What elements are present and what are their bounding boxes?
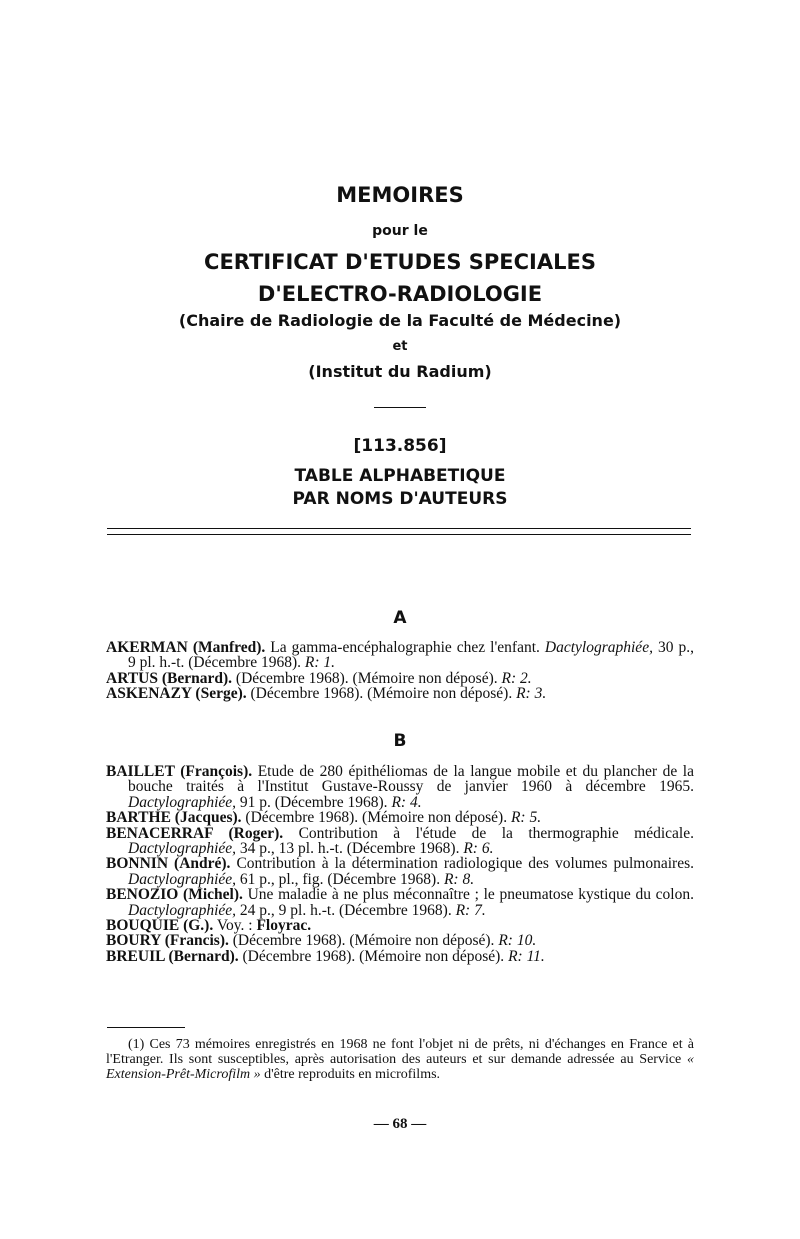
entry-author: BONNIN (André). xyxy=(106,855,231,873)
entry-text: La gamma-encéphalographie chez l'enfant. xyxy=(265,639,545,656)
page-title: MEMOIRES xyxy=(336,183,464,207)
entry-text: Etude de 280 épithéliomas de la langue mobile et du plancher de la bouche traités à l'Institut Gustave-Roussy de janvier 1960 à décembre 1965. xyxy=(128,763,694,796)
section-letter-a: A xyxy=(393,608,407,628)
table-title-line2: PAR NOMS D'AUTEURS xyxy=(292,489,508,509)
entry-see-also: Floyrac. xyxy=(256,917,312,935)
entry-author: BOURY (Francis). xyxy=(106,932,229,950)
table-title-line1: TABLE ALPHABETIQUE xyxy=(294,466,506,486)
section-b-entries xyxy=(106,764,694,964)
entry-rest: 61 p., pl., fig. (Décembre 1968). xyxy=(236,870,444,888)
entry-author: BARTHE (Jacques). xyxy=(106,809,242,827)
footnote xyxy=(106,1038,694,1082)
entry-register: R: 8. xyxy=(443,870,475,888)
footnote-end: d'être reproduits en microfilms. xyxy=(260,1066,441,1082)
entry-register: R: 5. xyxy=(510,809,542,827)
entry-author: BOUQUIE (G.). xyxy=(106,917,214,935)
subtitle-institut: (Institut du Radium) xyxy=(308,362,492,381)
entry-register: R: 3. xyxy=(516,685,547,703)
entry-register: R: 7. xyxy=(455,901,486,919)
list-item xyxy=(106,671,694,686)
section-a-entries xyxy=(106,640,694,702)
entry-author: ASKENAZY (Serge). xyxy=(106,685,247,703)
entry-register: R: 11. xyxy=(508,947,545,965)
entry-text: (Décembre 1968). (Mémoire non déposé). xyxy=(232,669,502,687)
entry-italic: Dactylographiée, xyxy=(128,840,237,858)
entry-text: Voy. : xyxy=(213,917,257,935)
entry-register: R: 2. xyxy=(501,669,532,687)
entry-rest: 24 p., 9 pl. h.-t. (Décembre 1968). xyxy=(236,901,456,919)
entry-author: BENOZIO (Michel). xyxy=(106,886,243,904)
entry-register: R: 1. xyxy=(304,654,336,672)
subtitle-pour: pour le xyxy=(372,223,428,239)
subtitle-certificat: CERTIFICAT D'ETUDES SPECIALES xyxy=(204,250,596,274)
footnote-divider xyxy=(107,1027,185,1028)
list-item xyxy=(106,826,694,857)
subtitle-et: et xyxy=(392,339,408,354)
entry-text: Une maladie à ne plus méconnaître ; le pneumatose kystique du colon. xyxy=(242,886,694,904)
page-number: — 68 — xyxy=(373,1116,427,1132)
entry-rest: 30 p., 9 pl. h.-t. (Décembre 1968). xyxy=(128,639,694,672)
entry-italic: Dactylographiée, xyxy=(128,793,237,811)
entry-author: BENACERRAF (Roger). xyxy=(106,824,284,842)
footnote-text: (1) Ces 73 mémoires enregistrés en 1968 ne font l'objet ni de prêts, ni d'échanges en France et à l'Etranger. Ils sont susceptibles, après autorisation des auteurs et sur demande adressée au Service xyxy=(106,1037,694,1067)
entry-text: (Décembre 1968). (Mémoire non déposé). xyxy=(228,932,499,950)
list-item xyxy=(106,949,694,964)
entry-author: ARTUS (Bernard). xyxy=(106,669,233,687)
entry-italic: Dactylographiée, xyxy=(128,901,237,919)
list-item xyxy=(106,810,694,825)
list-item xyxy=(106,686,694,701)
list-item xyxy=(106,918,694,933)
double-rule-top xyxy=(107,528,691,529)
subtitle-electro: D'ELECTRO-RADIOLOGIE xyxy=(257,282,543,306)
double-rule-bottom xyxy=(107,534,691,535)
entry-author: AKERMAN (Manfred). xyxy=(106,639,266,656)
entry-text: Contribution à la détermination radiologique des volumes pulmonaires. xyxy=(230,855,694,873)
entry-register: R: 10. xyxy=(498,932,537,950)
entry-text: (Décembre 1968). (Mémoire non déposé). xyxy=(238,947,509,965)
entry-text: (Décembre 1968). (Mémoire non déposé). xyxy=(241,809,511,827)
entry-text: Contribution à l'étude de la thermographie médicale. xyxy=(283,824,694,842)
list-item xyxy=(106,640,694,671)
list-item xyxy=(106,933,694,948)
list-item xyxy=(106,764,694,810)
section-letter-b: B xyxy=(393,731,407,751)
entry-author: BAILLET (François). xyxy=(106,763,253,780)
entry-italic: Dactylographiée, xyxy=(128,870,237,888)
entry-italic: Dactylographiée, xyxy=(544,639,653,656)
entry-rest: 91 p. (Décembre 1968). xyxy=(236,793,392,811)
entry-register: R: 6. xyxy=(463,840,494,858)
entry-author: BREUIL (Bernard). xyxy=(106,947,239,965)
short-divider xyxy=(374,407,426,408)
footnote-service: « Extension-Prêt-Microfilm » xyxy=(106,1051,694,1082)
list-item xyxy=(106,887,694,918)
subtitle-chaire: (Chaire de Radiologie de la Faculté de Médecine) xyxy=(178,311,622,330)
list-item xyxy=(106,856,694,887)
reference-code: [113.856] xyxy=(353,436,447,456)
entry-text: (Décembre 1968). (Mémoire non déposé). xyxy=(246,685,517,703)
entry-rest: 34 p., 13 pl. h.-t. (Décembre 1968). xyxy=(236,840,464,858)
entry-register: R: 4. xyxy=(391,793,422,811)
